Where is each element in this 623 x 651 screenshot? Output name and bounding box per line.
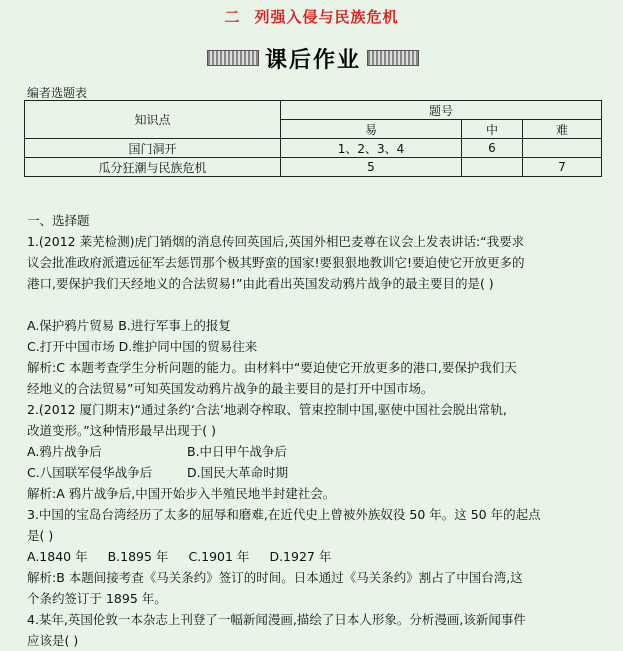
homework-banner [207, 41, 419, 75]
q2-option-a: A.鸦片战争后 [27, 444, 102, 459]
cell-topic: 瓜分狂潮与民族危机 [25, 158, 281, 177]
q2-options-cd [27, 462, 597, 483]
topic-table [24, 100, 602, 177]
q3-option-c: C.1901 年 [188, 549, 250, 564]
q3-option-a: A.1840 年 [27, 549, 88, 564]
banner-left-decoration [207, 50, 259, 66]
cell-medium [462, 158, 523, 177]
q3-analysis: 解析:B 本题间接考查《马关条约》签订的时间。日本通过《马关条约》割占了中国台湾,这 [27, 570, 523, 585]
q2-option-b: B.中日甲午战争后 [187, 444, 288, 459]
q1-analysis: 经地义的合法贸易”可知英国发动鸦片战争的最主要目的是打开中国市场。 [27, 381, 434, 396]
q4-line: 应该是( ) [27, 633, 79, 648]
q1-options-ab: A.保护鸦片贸易 B.进行军事上的报复 [27, 318, 231, 333]
q1-line: 议会批准政府派遣远征军去惩罚那个极其野蛮的国家!要狠狠地教训它!要迫使它开放更多的 [27, 255, 525, 270]
cell-hard [523, 139, 602, 158]
header-knowledge: 知识点 [25, 101, 281, 139]
q1-options-cd: C.打开中国市场 D.维护同中国的贸易往来 [27, 339, 258, 354]
table-caption: 编者选题表 [27, 86, 88, 100]
lesson-title-text: 列强入侵与民族危机 [254, 8, 399, 26]
question-content [27, 210, 597, 651]
section-number: 二 [224, 8, 241, 26]
cell-topic: 国门洞开 [25, 139, 281, 158]
q2-options-ab [27, 441, 597, 462]
q1-line: 1.(2012 莱芜检测)虎门销烟的消息传回英国后,英国外相巴麦尊在议会上发表讲话:“我要求 [27, 234, 525, 249]
header-easy: 易 [281, 120, 462, 139]
q2-line: 2.(2012 厦门期末)“通过条约‘合法’地剥夺榨取、管束控制中国,驱使中国社会脱出常轨, [27, 402, 507, 417]
q1-analysis: 解析:C 本题考查学生分析问题的能力。由材料中“要迫使它开放更多的港口,要保护我们天 [27, 360, 517, 375]
cell-easy: 5 [281, 158, 462, 177]
header-medium: 中 [462, 120, 523, 139]
q3-analysis: 个条约签订于 1895 年。 [27, 591, 167, 606]
q3-option-d: D.1927 年 [269, 549, 332, 564]
q2-analysis: 解析:A 鸦片战争后,中国开始步入半殖民地半封建社会。 [27, 486, 336, 501]
table-row [25, 158, 602, 177]
q4-line: 4.某年,英国伦敦一本杂志上刊登了一幅新闻漫画,描绘了日本人形象。分析漫画,该新闻事件 [27, 612, 526, 627]
q2-option-d: D.国民大革命时期 [187, 465, 289, 480]
q2-option-c: C.八国联军侵华战争后 [27, 465, 153, 480]
table-row [25, 139, 602, 158]
q3-line: 3.中国的宝岛台湾经历了太多的屈辱和磨难,在近代史上曾被外族奴役 50 年。这 50 年的起点 [27, 507, 541, 522]
q3-line: 是( ) [27, 528, 54, 543]
q1-line: 港口,要保护我们天经地义的合法贸易!”由此看出英国发动鸦片战争的最主要目的是( ) [27, 276, 494, 291]
banner-text: 课后作业 [264, 47, 361, 73]
cell-hard: 7 [523, 158, 602, 177]
header-question-number: 题号 [281, 101, 602, 120]
lesson-title [0, 6, 623, 27]
header-hard: 难 [523, 120, 602, 139]
cell-medium: 6 [462, 139, 523, 158]
q2-line: 改道变形。”这种情形最早出现于( ) [27, 423, 216, 438]
q3-options [27, 546, 597, 567]
section-heading: 一、选择题 [27, 213, 90, 228]
q3-option-b: B.1895 年 [107, 549, 169, 564]
banner-right-decoration [367, 50, 419, 66]
cell-easy: 1、2、3、4 [281, 139, 462, 158]
